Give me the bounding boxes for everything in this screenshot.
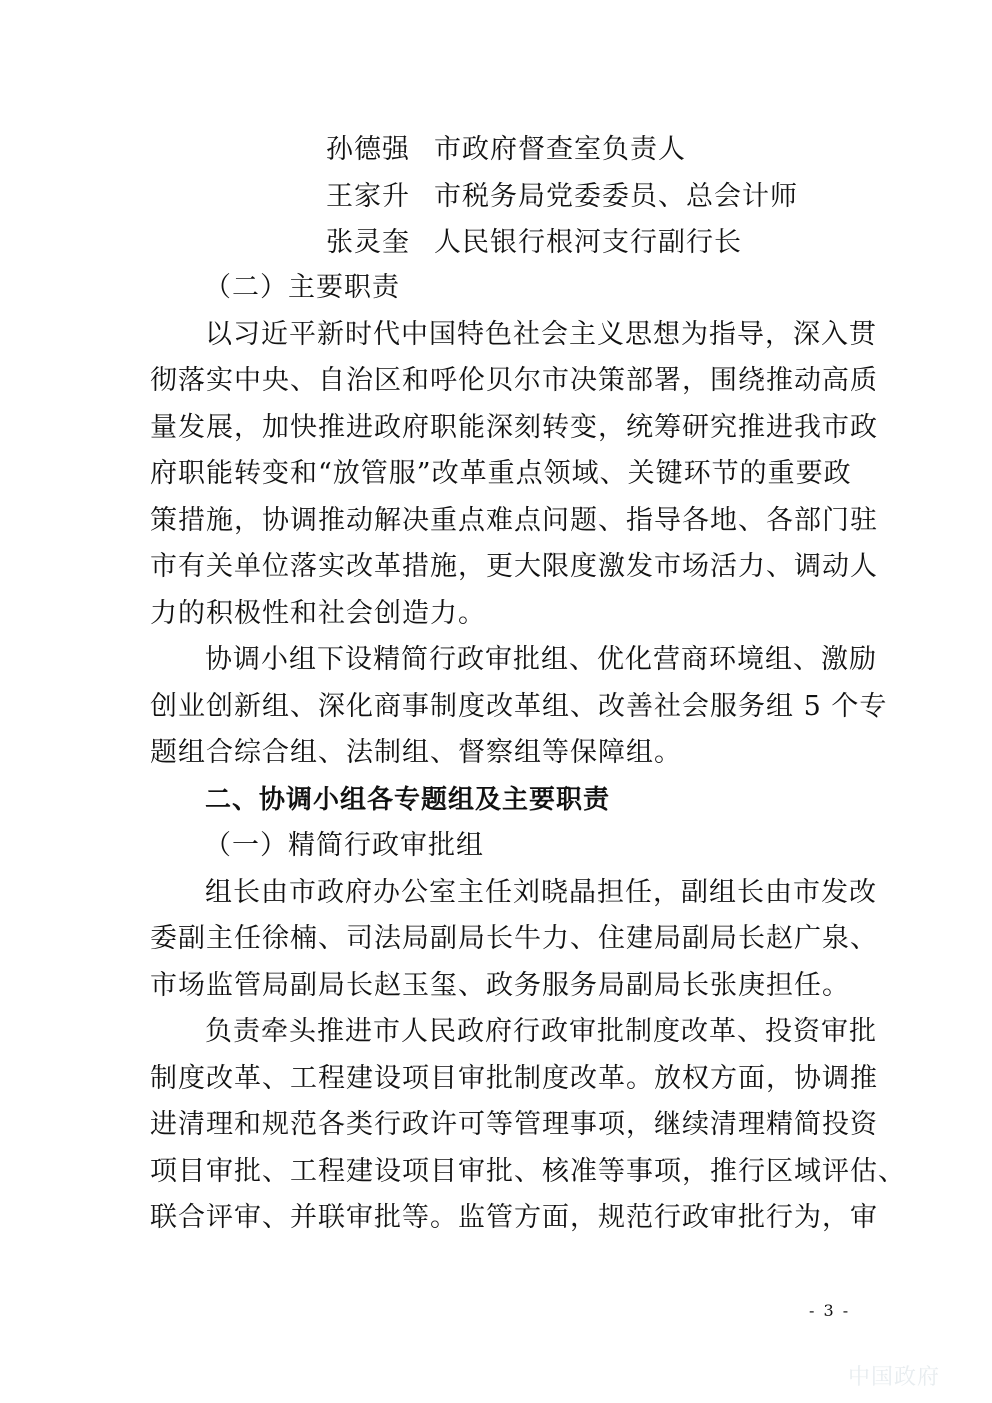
paragraph-line: 委副主任徐楠、司法局副局长牛力、住建局副局长赵广泉、 <box>150 923 878 954</box>
subsection-heading: （一）精简行政审批组 <box>204 830 484 861</box>
paragraph-line: 联合评审、并联审批等。监管方面，规范行政审批行为，审 <box>150 1202 878 1233</box>
member-row <box>326 130 846 170</box>
paragraph-line: 创业创新组、深化商事制度改革组、改善社会服务组 5 个专 <box>150 691 888 722</box>
section-title: 二、协调小组各专题组及主要职责 <box>205 785 611 815</box>
member-name: 王家升 <box>326 181 410 212</box>
section-heading: （二）主要职责 <box>204 272 400 303</box>
member-role: 人民银行根河支行副行长 <box>434 227 742 258</box>
page-number: - 3 - <box>809 1301 851 1320</box>
paragraph-line: 府职能转变和“放管服”改革重点领域、关键环节的重要政 <box>150 458 852 489</box>
member-row <box>326 177 846 217</box>
member-name: 张灵奎 <box>326 227 410 258</box>
paragraph-line: 制度改革、工程建设项目审批制度改革。放权方面，协调推 <box>150 1063 878 1094</box>
paragraph-line: 组长由市政府办公室主任刘晓晶担任，副组长由市发改 <box>205 877 877 908</box>
paragraph-line: 协调小组下设精简行政审批组、优化营商环境组、激励 <box>205 644 877 675</box>
paragraph-line: 进清理和规范各类行政许可等管理事项，继续清理精简投资 <box>150 1109 878 1140</box>
watermark: 中国政府 <box>848 1365 941 1390</box>
paragraph-line: 量发展，加快推进政府职能深刻转变，统筹研究推进我市政 <box>150 412 878 443</box>
paragraph-line: 项目审批、工程建设项目审批、核准等事项，推行区域评估、 <box>150 1156 906 1187</box>
paragraph-line: 题组合综合组、法制组、督察组等保障组。 <box>150 737 682 768</box>
member-role: 市政府督查室负责人 <box>434 134 686 165</box>
member-row <box>326 223 846 263</box>
paragraph-line: 市场监管局副局长赵玉玺、政务服务局副局长张庚担任。 <box>150 970 850 1001</box>
paragraph-line: 负责牵头推进市人民政府行政审批制度改革、投资审批 <box>205 1016 877 1047</box>
paragraph-line: 市有关单位落实改革措施，更大限度激发市场活力、调动人 <box>150 551 878 582</box>
member-name: 孙德强 <box>326 134 410 165</box>
paragraph-line: 策措施，协调推动解决重点难点问题、指导各地、各部门驻 <box>150 505 878 536</box>
paragraph-line: 以习近平新时代中国特色社会主义思想为指导，深入贯 <box>205 319 877 350</box>
paragraph-line: 彻落实中央、自治区和呼伦贝尔市决策部署，围绕推动高质 <box>150 365 878 396</box>
member-role: 市税务局党委委员、总会计师 <box>434 181 798 212</box>
paragraph-line: 力的积极性和社会创造力。 <box>150 598 486 629</box>
